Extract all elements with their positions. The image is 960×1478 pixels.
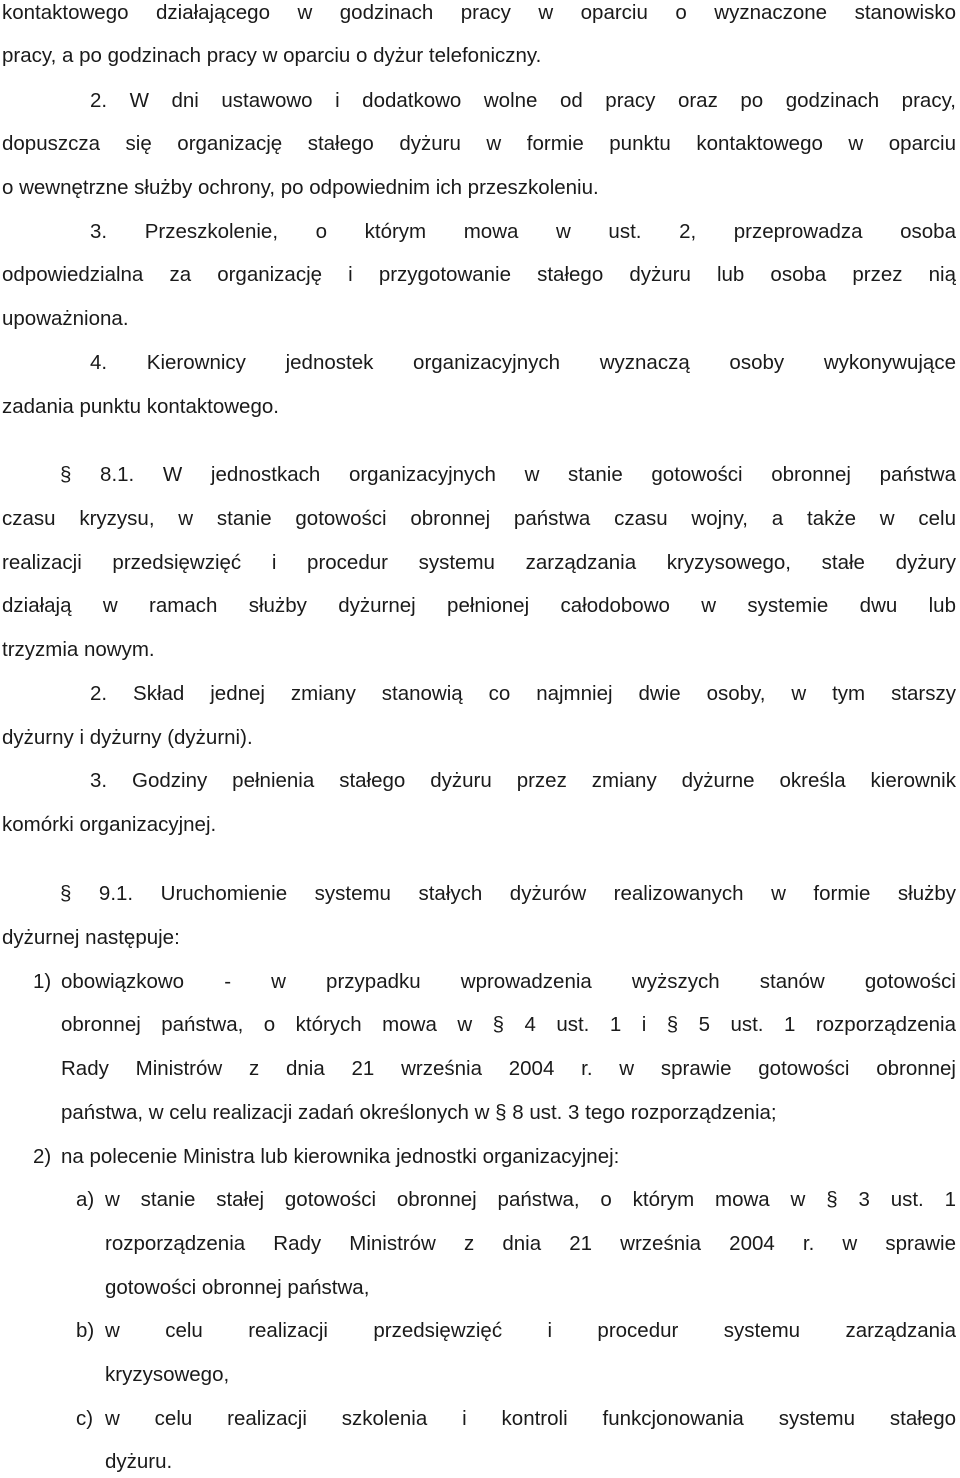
- text-line: 2. Skład jednej zmiany stanowią co najmniej dwie osoby, w tym starszy: [90, 682, 956, 705]
- list-marker: a): [76, 1188, 95, 1211]
- text-line: 4. Kierownicy jednostek organizacyjnych wyznaczą osoby wykonywujące: [90, 351, 956, 374]
- text-line: działają w ramach służby dyżurnej pełnionej całodobowo w systemie dwu lub: [2, 594, 956, 617]
- list-item-text: obowiązkowo - w przypadku wprowadzenia wyższych stanów gotowości: [61, 970, 956, 993]
- list-item-text: w celu realizacji przedsięwzięć i procedur systemu zarządzania: [105, 1319, 956, 1342]
- text-line: dyżurny i dyżurny (dyżurni).: [2, 726, 253, 749]
- list-marker: 1): [33, 970, 52, 993]
- list-marker: c): [76, 1407, 94, 1430]
- list-item-text: dyżuru.: [105, 1450, 173, 1473]
- text-line: pracy, a po godzinach pracy w oparciu o dyżur telefoniczny.: [2, 44, 542, 67]
- text-line: trzyzmia nowym.: [2, 638, 155, 661]
- list-item-text: Rady Ministrów z dnia 21 września 2004 r. w sprawie gotowości obronnej: [61, 1057, 956, 1080]
- list-item-text: kryzysowego,: [105, 1363, 230, 1386]
- list-item-text: państwa, w celu realizacji zadań określonych w § 8 ust. 3 tego rozporządzenia;: [61, 1101, 777, 1124]
- list-item-text: w celu realizacji szkolenia i kontroli funkcjonowania systemu stałego: [105, 1407, 956, 1430]
- text-line: dopuszcza się organizację stałego dyżuru w formie punktu kontaktowego w oparciu: [2, 132, 956, 155]
- list-item-text: obronnej państwa, o których mowa w § 4 ust. 1 i § 5 ust. 1 rozporządzenia: [61, 1013, 956, 1036]
- paragraph-heading: § 8.1. W jednostkach organizacyjnych w stanie gotowości obronnej państwa: [60, 463, 956, 486]
- list-item-text: na polecenie Ministra lub kierownika jednostki organizacyjnej:: [61, 1145, 620, 1168]
- text-line: dyżurnej następuje:: [2, 926, 180, 949]
- text-line: czasu kryzysu, w stanie gotowości obronnej państwa czasu wojny, a także w celu: [2, 507, 956, 530]
- list-item-text: rozporządzenia Rady Ministrów z dnia 21 września 2004 r. w sprawie: [105, 1232, 956, 1255]
- text-line: odpowiedzialna za organizację i przygotowanie stałego dyżuru lub osoba przez nią: [2, 263, 956, 286]
- list-item-text: w stanie stałej gotowości obronnej państwa, o którym mowa w § 3 ust. 1: [105, 1188, 956, 1211]
- text-line: kontaktowego działającego w godzinach pracy w oparciu o wyznaczone stanowisko: [2, 1, 956, 24]
- text-line: komórki organizacyjnej.: [2, 813, 217, 836]
- text-line: 3. Godziny pełnienia stałego dyżuru przez zmiany dyżurne określa kierownik: [90, 769, 956, 792]
- text-line: o wewnętrzne służby ochrony, po odpowiednim ich przeszkoleniu.: [2, 176, 599, 199]
- list-marker: b): [76, 1319, 95, 1342]
- list-marker: 2): [33, 1145, 52, 1168]
- text-line: 3. Przeszkolenie, o którym mowa w ust. 2, przeprowadza osoba: [90, 220, 956, 243]
- text-line: upoważniona.: [2, 307, 129, 330]
- paragraph-heading: § 9.1. Uruchomienie systemu stałych dyżurów realizowanych w formie służby: [60, 882, 956, 905]
- text-line: realizacji przedsięwzięć i procedur systemu zarządzania kryzysowego, stałe dyżury: [2, 551, 956, 574]
- list-item-text: gotowości obronnej państwa,: [105, 1276, 370, 1299]
- text-line: zadania punktu kontaktowego.: [2, 395, 279, 418]
- text-line: 2. W dni ustawowo i dodatkowo wolne od pracy oraz po godzinach pracy,: [90, 89, 956, 112]
